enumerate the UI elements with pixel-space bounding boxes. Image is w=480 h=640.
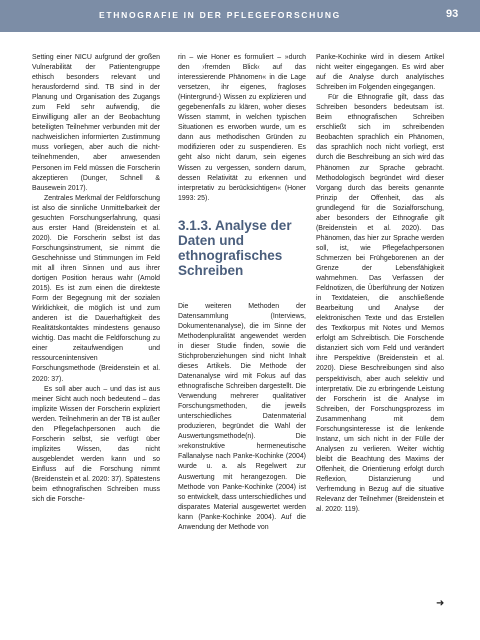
paragraph: Es soll aber auch – und das ist aus meiner Sicht auch noch bedeutend – das implizite Wissen der Forscherin expliziert werden. Teilnehmerin an der TB ist außer den Pflegefachpersonen auch die Forscherin selbst, sie verfügt über implizites Wissen, das nicht ausgeblendet werden kann und so Einfluss auf die Forschung nimmt (Breidenstein et al. 2020: 37). Spätestens beim ethnografischen Schreiben muss sich die Forsche- bbox=[32, 385, 160, 504]
paragraph: Die weiteren Methoden der Datensammlung (Interviews, Dokumentenanalyse), die im Sinne der Methodenpluralität angewendet werden in dieser Studie finden, sowie die Stichprobenziehungen sind nicht Inhalt dieses Artikels. Die Methode der Datenanalyse wird mit Fokus auf das ethnografische Schreiben dargestellt. Die Verwendung mehrerer qualitativer Forschungsmethoden, die jeweils unterschiedliches Datenmaterial produzieren, begründet die Wahl der Auswertungsmethode(n). Die »rekonstruktive hermeneutische Fallanalyse nach Panke-Kochinke (2004) wurde u. a. als Regelwert zur Auswertung mit herangezogen. Die Methode von Panke-Kochinke (2004) ist so entwickelt, dass unterschiedliches und disparates Material ausgewertet werden kann (Panke-Kochinke 2004). Auf die Anwendung der Methode von bbox=[178, 302, 306, 531]
section-number: 3.1.3. bbox=[178, 217, 212, 233]
text-column-middle bbox=[178, 53, 306, 533]
text-column-right bbox=[316, 53, 444, 515]
paragraph: Für die Ethnografie gilt, dass das Schreiben besonders bedeutsam ist. Beim ethnografischen Schreiben erschließt sich im schreibenden Beobachten sprachlich ein Phänomen, das sprachlich noch nicht vorliegt, erst durch die Beschreibung an sich wird das Phänomen zur Sprache gebracht. Methodologisch begründet wird dieser Vorgang durch das bereits genannte Prinzip der Offenheit, das als grundlegend für die Sozialforschung, aber besonders der Ethnografie gilt (Breidenstein et al. 2020). Das Phänomen, das hier zur Sprache werden soll, ist, wie Pflegefachpersonen Schmerzen bei Frühgeborenen an der Grenze der Lebensfähigkeit wahrnehmen. Das Verfassen der Feldnotizen, die Überführung der Notizen in Textdateien, die anschließende Bearbeitung und Analyse der elektronischen Texte und das Erstellen des Textkorpus mit Notes und Memos erfolgt am Schreibtisch. Die Forschende distanziert sich vom Feld und verändert ihre Perspektive (Breidenstein et al. 2020). Diese Beschreibungen sind also perspektivisch, aber auch selektiv und interpretativ. Die zu erbringende Leistung der Forscherin ist die Analyse im Schreiben, der Forschungsprozess im Zusammenhang mit dem Forschungsinteresse ist die lenkende Instanz, um sich nicht in der Fülle der Analysen zu verlieren. Weiter wichtig bleibt die Beachtung des Maxims der Offenheit, die Orientierung erfolgt durch Reflexion, Distanzierung und Verfremdung in Bezug auf die situative Relevanz der Teilnehmer (Breidenstein et al. 2020: 119). bbox=[316, 94, 444, 514]
section-heading bbox=[178, 218, 306, 278]
paragraph: Panke-Kochinke wird in diesem Artikel nicht weiter eingegangen. Es wird aber auf die Analyse durch analytisches Schreiben im Folgenden eingegangen. bbox=[316, 54, 444, 92]
section-title: Analyse der Daten und ethnografisches Schreiben bbox=[178, 217, 292, 278]
text-column-left bbox=[32, 53, 160, 505]
paragraph: Setting einer NICU aufgrund der großen Vulnerabilität der Patientengruppe ethisch besonders relevant und herausfordernd sind. TB sind in der Planung und Organisation des Zugangs zum Feld sehr aufwendig, die Einwilligung aller an der Beobachtung beteiligten Teilnehmer verbunden mit der nachweislichen informierten Zustimmung muss vorliegen, aber auch die nicht-teilnehmenden, aber anwesenden Personen im Feld müssen die Forscherin akzeptieren (Dunger, Schnell & Bausewein 2017). bbox=[32, 54, 160, 192]
paragraph: Zentrales Merkmal der Feldforschung ist also die sinnliche Unmittelbarkeit der gesuchten Forschungserfahrung, quasi aus erster Hand (Breidenstein et al. 2020). Die Forscherin selbst ist das Forschungsinstrument, sie nimmt die Geschehnisse und Stimmungen im Feld mit all ihren Sinnen und aus ihrer dortigen Position heraus wahr (Arnold 2015). Es ist zum einen die direkteste Form der Begegnung mit der sozialen Wirklichkeit, die möglich ist und zum anderen ist die Dauerhaftigkeit des Realitätskontaktes mindestens genauso wichtig. Das macht die Feldforschung zu einer zeitaufwendigen und ressourcenintensiven Forschungsmethode (Breidenstein et al. 2020: 37). bbox=[32, 194, 160, 383]
page-number: 93 bbox=[446, 8, 459, 20]
running-header bbox=[0, 0, 480, 32]
continue-arrow-icon: ➜ bbox=[436, 598, 445, 609]
running-header-title: ETHNOGRAFIE IN DER PFLEGEFORSCHUNG bbox=[99, 10, 341, 20]
paragraph: rin – wie Honer es formuliert – »durch den ›fremden Blick‹ auf das interessierende Phänomen« in die Lage versetzen, ihr eigenes, fragloses (Hintergrund-) Wissen zu explizieren und gegebenenfalls zu klären, woher dieses Wissen stammt, in welchen typischen Situationen es erworben wurde, um es dann aus methodischen Gründen zu modifizieren oder zu suspendieren. Es geht also nicht darum, sein eigenes Wissen zu vergessen, sondern darum, dessen Relativität zu erkennen und interpretativ zu berücksichtigen« (Honer 1993: 25). bbox=[178, 54, 306, 202]
